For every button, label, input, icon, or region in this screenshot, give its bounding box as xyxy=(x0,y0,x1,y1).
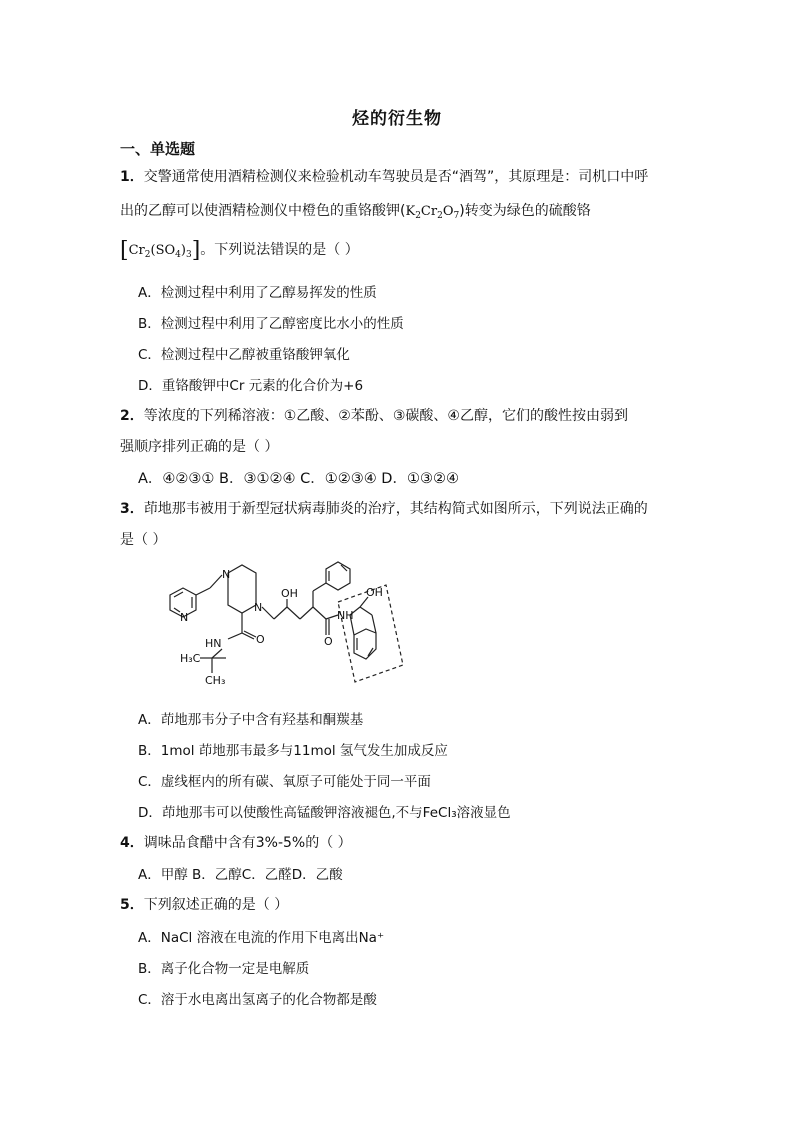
label-ch3: CH₃ xyxy=(205,674,226,687)
label-pip-n1: N xyxy=(222,568,231,581)
q4-line1 xyxy=(120,832,352,852)
dashed-box xyxy=(338,585,403,682)
indinavir-structure-diagram xyxy=(150,555,410,690)
label-carbonyl-o: O xyxy=(324,635,333,648)
phenyl-ring xyxy=(326,562,350,590)
q1-number: 1． xyxy=(120,169,144,185)
q5-line1 xyxy=(120,894,288,914)
formula-k2cr2o7: $K_2Cr_2O_7$ xyxy=(405,204,460,221)
q5-option-b: B．离子化合物一定是电解质 xyxy=(138,961,310,977)
q1-text-2a: 出的乙醇可以使酒精检测仪中橙色的重铬酸钾( xyxy=(120,203,406,219)
q1-option-b: B．检测过程中利用了乙醇密度比水小的性质 xyxy=(138,316,404,332)
q1-line2 xyxy=(120,200,591,221)
q1-option-d: D．重铬酸钾中Cr 元素的化合价为+6 xyxy=(138,378,364,394)
q1-line3 xyxy=(120,238,359,263)
q3-option-d: D．茚地那韦可以使酸性高锰酸钾溶液褪色,不与FeCl₃溶液显色 xyxy=(138,805,511,821)
q5-number: 5． xyxy=(120,897,144,913)
q1-text-2b: )转变为绿色的硫酸铬 xyxy=(459,203,591,219)
q3-option-c: C．虚线框内的所有碳、氧原子可能处于同一平面 xyxy=(138,774,431,790)
q1-text-3: 。下列说法错误的是（ ） xyxy=(200,242,359,258)
q2-text-1: 等浓度的下列稀溶液：①乙酸、②苯酚、③碳酸、④乙醇，它们的酸性按由弱到 xyxy=(143,408,628,424)
q2-number: 2． xyxy=(120,408,144,424)
label-pyridine-n: N xyxy=(180,611,189,624)
page-title: 烃的衍生物 xyxy=(352,109,442,129)
q3-option-b: B．1mol 茚地那韦最多与11mol 氢气发生加成反应 xyxy=(138,743,448,759)
q2-options: A．④②③① B．③①②④ C．①②③④ D．①③②④ xyxy=(138,471,459,487)
label-amide-o: O xyxy=(256,633,265,646)
label-pip-n2: N xyxy=(254,601,263,614)
q3-option-a: A．茚地那韦分子中含有羟基和酮羰基 xyxy=(138,712,364,728)
q4-number: 4． xyxy=(120,835,144,851)
section-heading: 一、单选题 xyxy=(120,140,196,158)
q1-text-1: 交警通常使用酒精检测仪来检验机动车驾驶员是否“酒驾”，其原理是：司机口中呼 xyxy=(143,169,649,185)
q5-text-1: 下列叙述正确的是（ ） xyxy=(143,897,289,913)
q3-line2: 是（ ） xyxy=(120,532,167,548)
label-oh-chain: OH xyxy=(281,587,298,600)
q5-option-c: C．溶于水电离出氢离子的化合物都是酸 xyxy=(138,992,377,1008)
label-oh-indanol: OH xyxy=(366,586,383,599)
formula-cr2so43: $[Cr_2(SO_4)_3]$ xyxy=(120,238,201,263)
q5-option-a: A．NaCl 溶液在电流的作用下电离出Na⁺ xyxy=(138,930,385,946)
q1-option-c: C．检测过程中乙醇被重铬酸钾氧化 xyxy=(138,347,350,363)
piperazine-ring xyxy=(228,565,256,613)
label-nh: NH xyxy=(337,609,354,622)
q4-text-1: 调味品食醋中含有3%-5%的（ ） xyxy=(143,835,352,851)
q1-line1 xyxy=(120,166,648,186)
q3-line1 xyxy=(120,498,648,518)
q4-options: A．甲醇 B．乙醇C．乙醛D．乙酸 xyxy=(138,867,343,883)
q3-number: 3． xyxy=(120,501,144,517)
q3-text-1: 茚地那韦被用于新型冠状病毒肺炎的治疗，其结构简式如图所示，下列说法正确的 xyxy=(143,501,648,517)
q2-line1 xyxy=(120,405,628,425)
q2-line2: 强顺序排列正确的是（ ） xyxy=(120,439,279,455)
q1-option-a: A．检测过程中利用了乙醇易挥发的性质 xyxy=(138,285,377,301)
label-amide-hn: HN xyxy=(205,637,222,650)
label-h3c: H₃C xyxy=(180,652,201,665)
